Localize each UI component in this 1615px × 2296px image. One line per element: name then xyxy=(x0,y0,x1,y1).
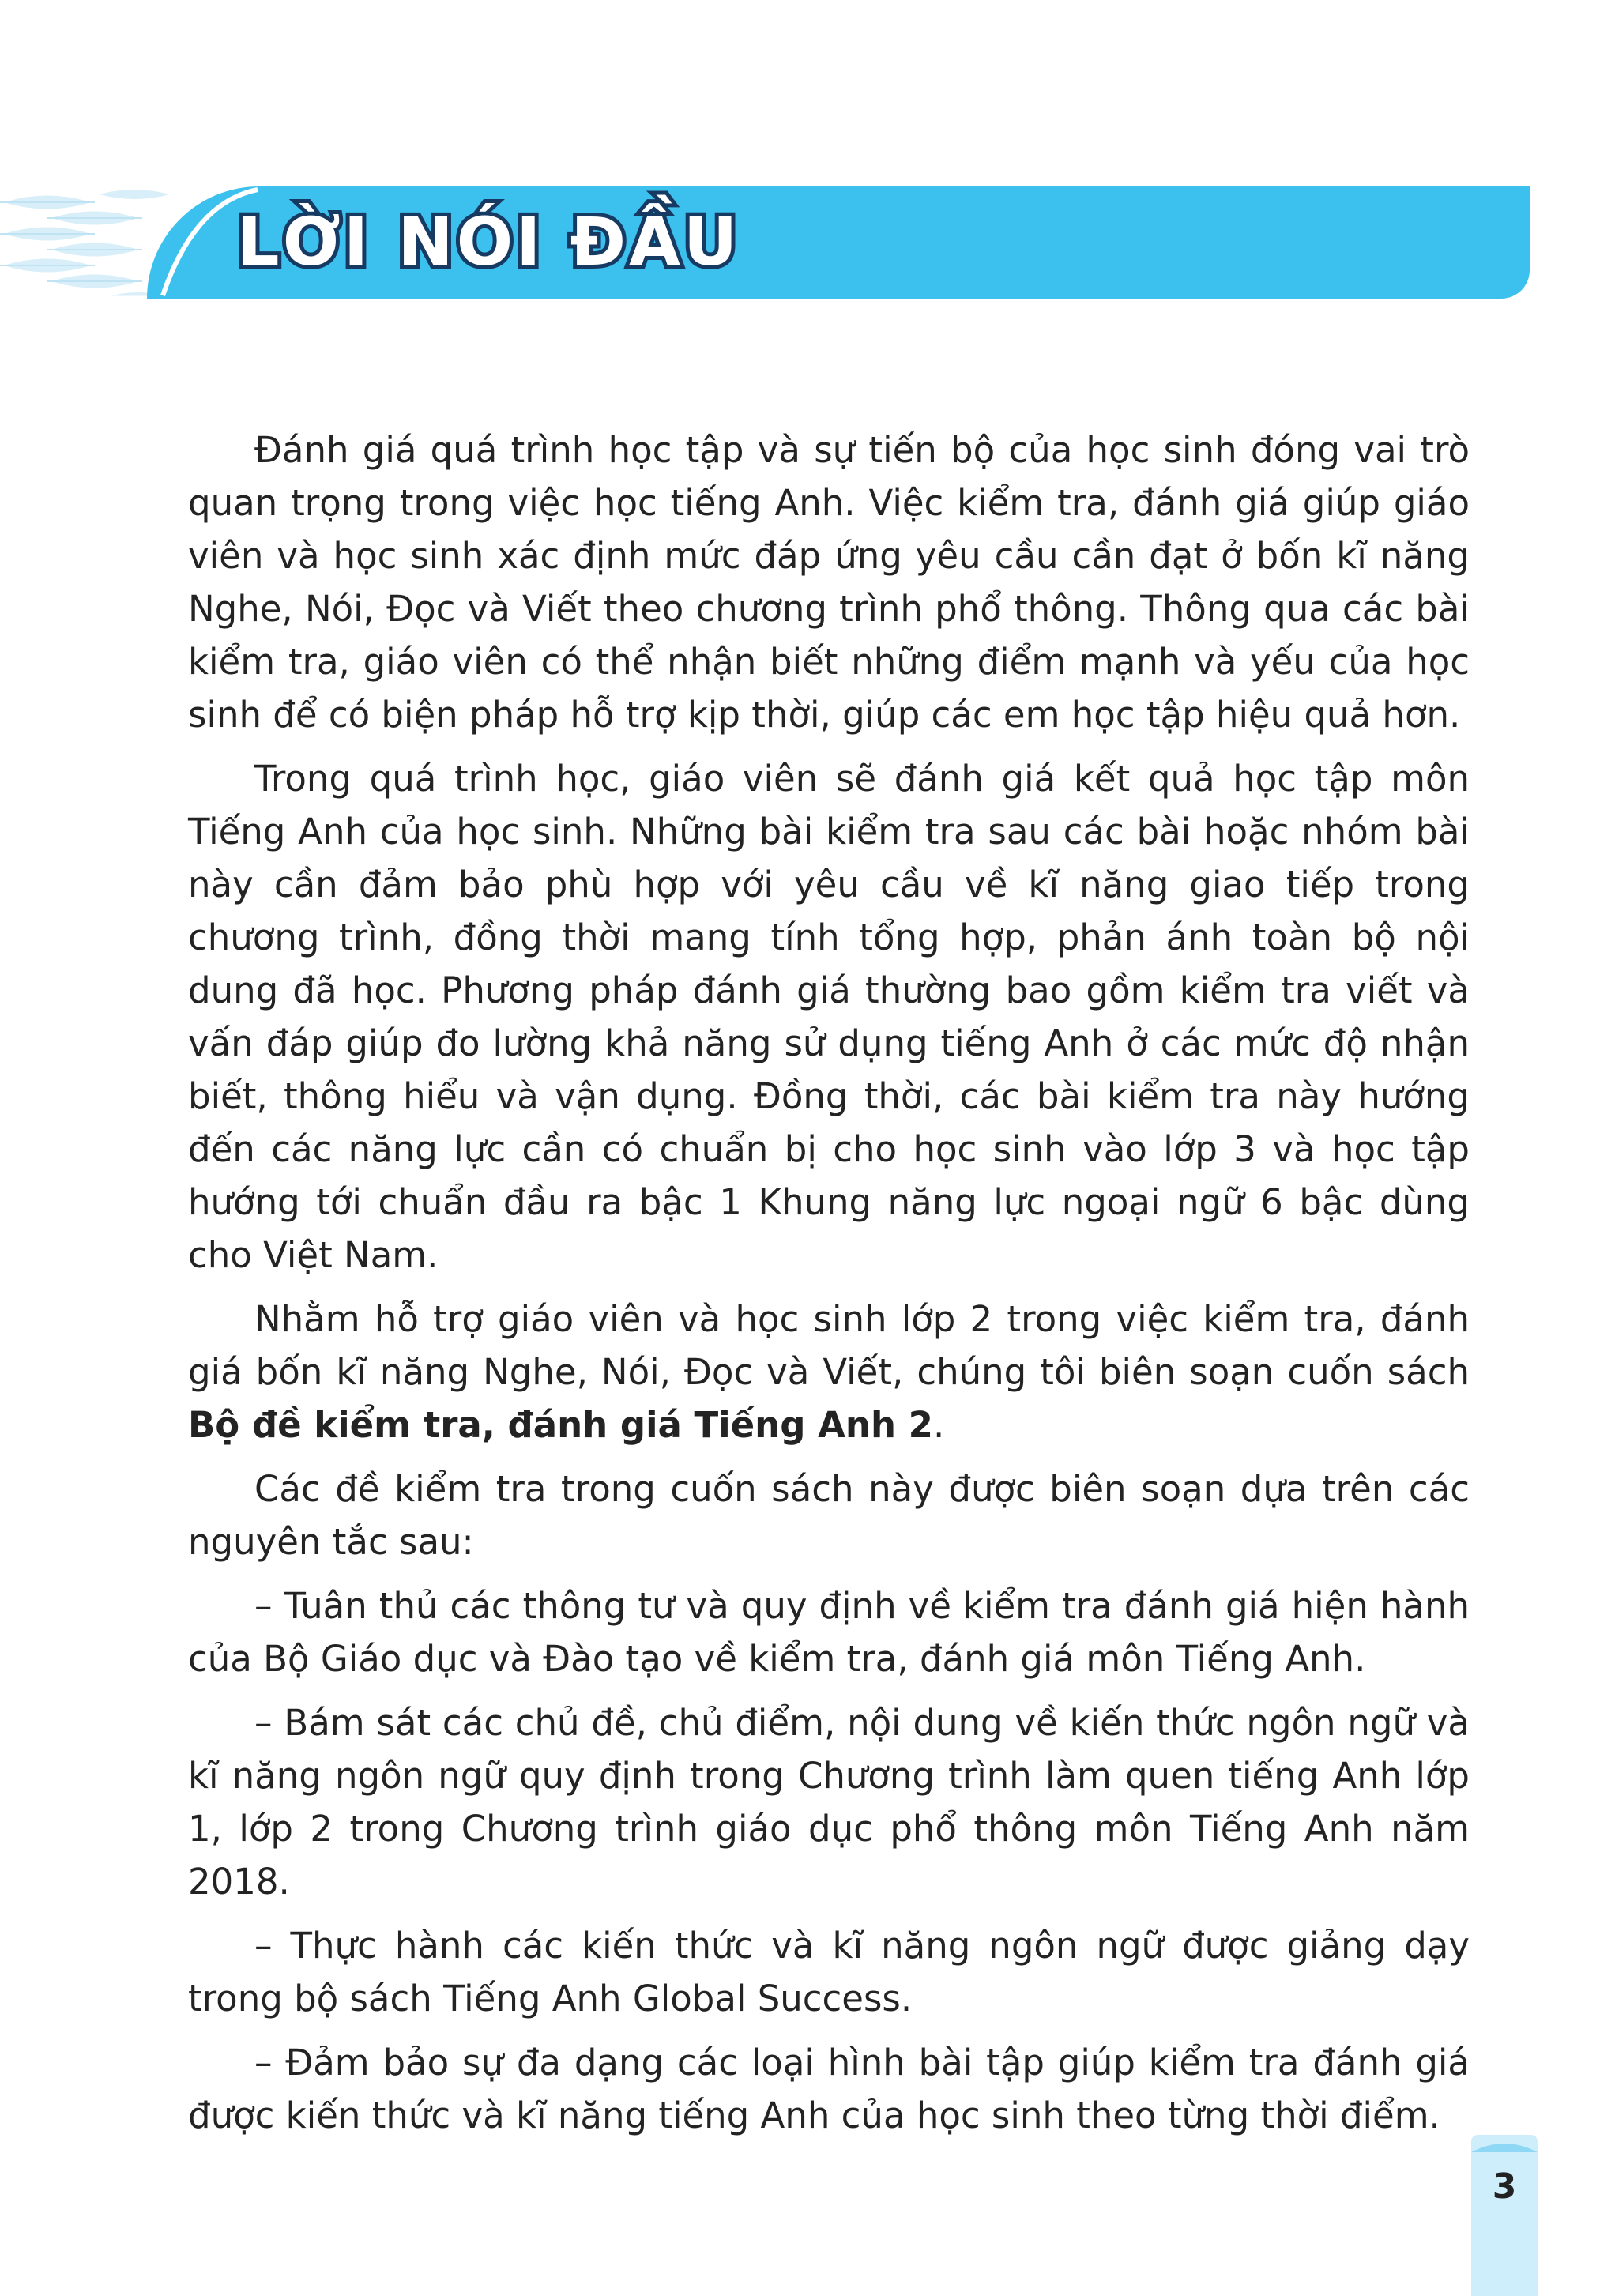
principle-item: – Thực hành các kiến thức và kĩ năng ngôn ngữ được giảng dạy trong bộ sách Tiếng Anh Global Success. xyxy=(188,1925,1470,2019)
principle-item: – Tuân thủ các thông tư và quy định về kiểm tra đánh giá hiện hành của Bộ Giáo dục và Đào tạo về kiểm tra, đánh giá môn Tiếng Anh. xyxy=(188,1585,1470,1680)
book-intro-end: . xyxy=(932,1404,945,1446)
page-number-tab xyxy=(1471,2135,1538,2296)
paragraph-principles-intro: Các đề kiểm tra trong cuốn sách này được biên soạn dựa trên các nguyên tắc sau: xyxy=(188,1468,1470,1563)
paragraph-book-intro xyxy=(188,1293,1470,1451)
principle-item: – Đảm bảo sự đa dạng các loại hình bài tập giúp kiểm tra đánh giá được kiến thức và kĩ năng tiếng Anh của học sinh theo từng thời điểm. xyxy=(188,2042,1470,2136)
header-banner xyxy=(0,186,1530,299)
paragraph-assessment-importance: Đánh giá quá trình học tập và sự tiến bộ của học sinh đóng vai trò quan trọng trong việc học tiếng Anh. Việc kiểm tra, đánh giá giúp giáo viên và học sinh xác định mức đáp ứng yêu cầu cần đạt ở bốn kĩ năng Nghe, Nói, Đọc và Viết theo chương trình phổ thông. Thông qua các bài kiểm tra, giáo viên có thể nhận biết những điểm mạnh và yếu của học sinh để có biện pháp hỗ trợ kịp thời, giúp các em học tập hiệu quả hơn. xyxy=(188,429,1470,736)
tab-top-decoration xyxy=(1471,2135,1538,2152)
book-intro-text: Nhằm hỗ trợ giáo viên và học sinh lớp 2 trong việc kiểm tra, đánh giá bốn kĩ năng Nghe, Nói, Đọc và Viết, chúng tôi biên soạn cuốn sách xyxy=(188,1298,1470,1393)
paragraph-assessment-method: Trong quá trình học, giáo viên sẽ đánh giá kết quả học tập môn Tiếng Anh của học sinh. Những bài kiểm tra sau các bài hoặc nhóm bài này cần đảm bảo phù hợp với yêu cầu về kĩ năng giao tiếp trong chương trình, đồng thời mang tính tổng hợp, phản ánh toàn bộ nội dung đã học. Phương pháp đánh giá thường bao gồm kiểm tra viết và vấn đáp giúp đo lường khả năng sử dụng tiếng Anh ở các mức độ nhận biết, thông hiểu và vận dụng. Đồng thời, các bài kiểm tra này hướng đến các năng lực cần có chuẩn bị cho học sinh vào lớp 3 và học tập hướng tới chuẩn đầu ra bậc 1 Khung năng lực ngoại ngữ 6 bậc dùng cho Việt Nam. xyxy=(188,758,1470,1276)
page-number: 3 xyxy=(1492,2166,1517,2207)
book-title: Bộ đề kiểm tra, đánh giá Tiếng Anh 2 xyxy=(188,1404,933,1446)
page-title: LỜI NÓI ĐẦU xyxy=(237,203,741,280)
preface-content xyxy=(188,423,1470,2153)
principle-item: – Bám sát các chủ đề, chủ điểm, nội dung về kiến thức ngôn ngữ và kĩ năng ngôn ngữ quy định trong Chương trình làm quen tiếng Anh lớp 1, lớp 2 trong Chương trình giáo dục phổ thông môn Tiếng Anh năm 2018. xyxy=(188,1702,1470,1903)
